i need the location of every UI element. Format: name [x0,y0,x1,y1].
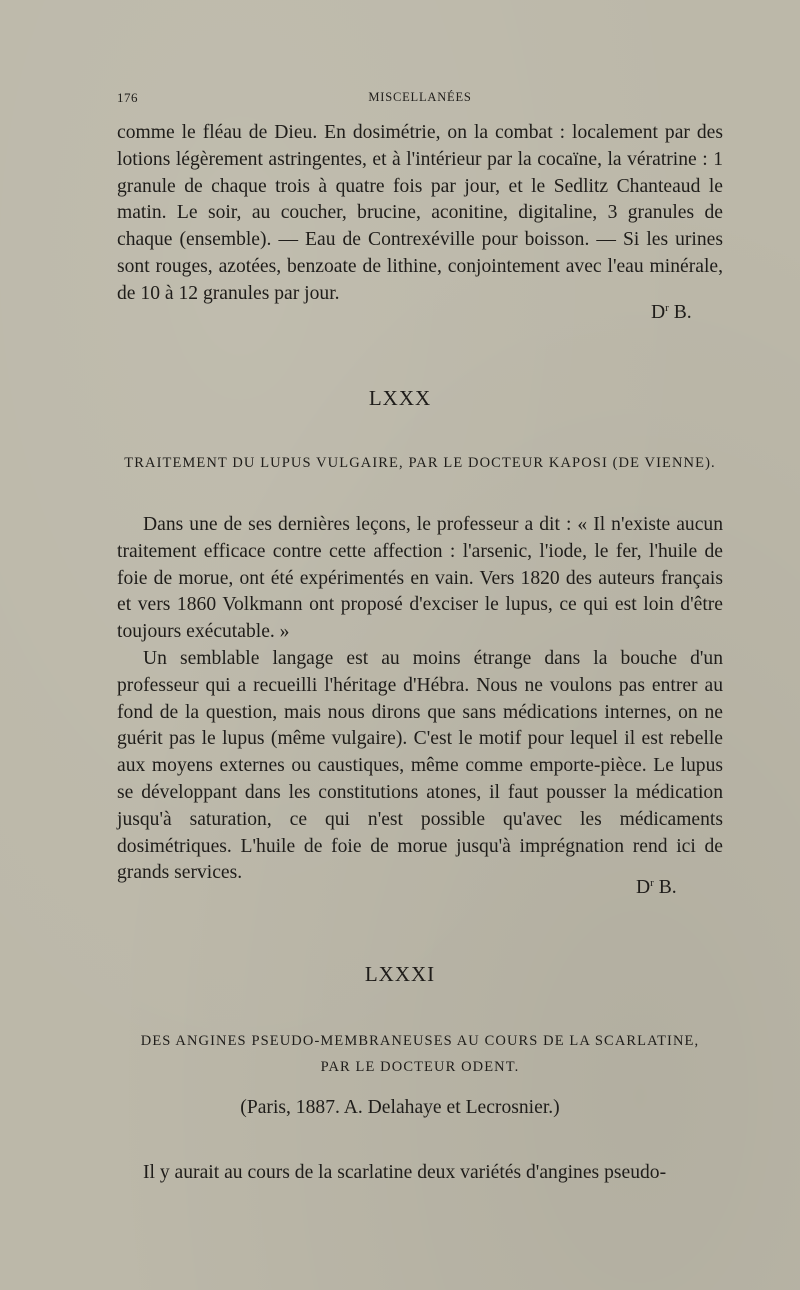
section-80-body [117,512,723,887]
title-line: DES ANGINES PSEUDO-MEMBRANEUSES AU COURS DE LA SCARLATINE, [140,1033,700,1049]
section-number-lxxx: LXXX [368,386,432,410]
section-number-lxxxi: LXXXI [364,962,436,986]
signature-prefix: D [651,302,666,323]
signature-name: B. [653,877,677,898]
paragraph: Un semblable langage est au moins étrange dans la bouche d'un professeur qui a recueilli l'héritage d'Hébra. Nous ne voulons pas entrer au fond de la question, mais nous dirons que sans médications internes, on ne guérit pas le lupus (même vulgaire). C'est le motif pour lequel il est rebelle aux moyens externes ou caustiques, même comme emporte-pièce. Le lupus se développant dans les constitutions atones, il faut pousser la médication jusqu'à saturation, ce qui n'est possible qu'avec les médicaments dosimétriques. L'huile de foie de morue jusqu'à imprégnation rend ici de grands services. [117,647,723,884]
section-title-lxxxi [117,1028,723,1080]
running-title: MISCELLANÉES [368,90,472,104]
section-79-continuation [117,120,723,308]
page-number: 176 [117,90,138,105]
paragraph: Il y aurait au cours de la scarlatine deux variétés d'angines pseudo- [143,1162,667,1183]
signature-superscript: r [650,877,654,889]
signature-name: B. [668,302,692,323]
paragraph: Dans une de ses dernières leçons, le professeur a dit : « Il n'existe aucun traitement efficace contre cette affection : l'arsenic, l'iode, le fer, l'huile de foie de morue, ont été expérimentés en vain. Vers 1820 des auteurs français et vers 1860 Volkmann ont proposé d'exciser le lupus, ce qui est loin d'être toujours exécutable. » [117,514,723,643]
signature-superscript: r [665,302,669,314]
section-title-lxxx: TRAITEMENT DU LUPUS VULGAIRE, PAR LE DOCTEUR KAPOSI (DE VIENNE). [124,455,716,471]
paragraph: comme le fléau de Dieu. En dosimétrie, on la combat : localement par des lotions légèrement astringentes, et à l'intérieur par la cocaïne, la vératrine : 1 granule de chaque trois à quatre fois par jour, et le Sedlitz Chanteaud le matin. Le soir, au coucher, brucine, aconitine, digitaline, 3 granules de chaque (ensemble). — Eau de Contrexéville pour boisson. — Si les urines sont rouges, azotées, benzoate de lithine, conjointement avec l'eau minérale, de 10 à 12 granules par jour. [117,122,723,304]
signature-prefix: D [636,877,651,898]
signature-section-80 [636,877,677,899]
publication-info: (Paris, 1887. A. Delahaye et Lecrosnier.) [240,1097,560,1118]
title-line: PAR LE DOCTEUR ODENT. [320,1059,520,1075]
signature-section-79 [651,302,692,324]
section-81-body [117,1160,723,1187]
running-header [117,90,723,110]
